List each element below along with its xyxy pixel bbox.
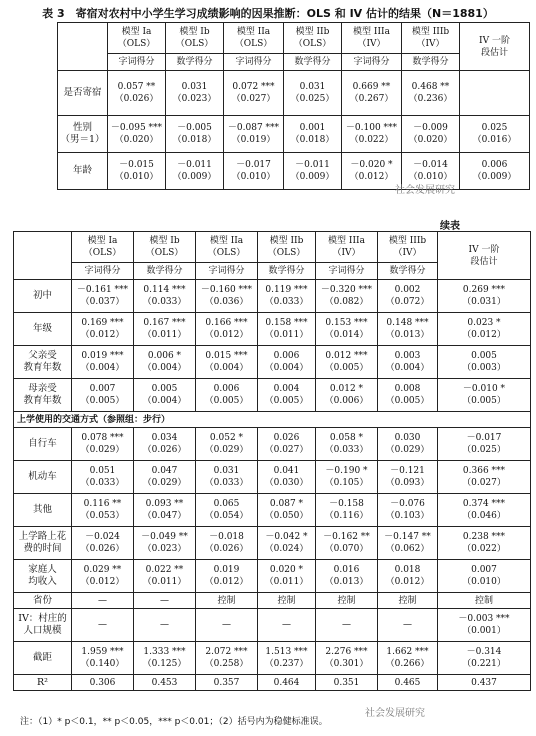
coefficient-cell: －0.314 （0.221） xyxy=(438,642,531,675)
coefficient-cell: 0.019 *** （0.004） xyxy=(72,346,134,379)
coefficient-cell: 0.078 *** （0.029） xyxy=(72,428,134,461)
results-table-part1 xyxy=(57,22,530,190)
value-cell: 0.306 xyxy=(72,675,134,691)
coefficient-cell: 0.374 *** （0.046） xyxy=(438,494,531,527)
header-row xyxy=(58,23,530,54)
row-label: 家庭人 均收入 xyxy=(14,560,72,593)
coefficient-cell: 0.047 （0.029） xyxy=(134,461,196,494)
column-header: IV 一阶 段估计 xyxy=(460,23,530,71)
dependent-variable-header: 字词得分 xyxy=(342,54,402,71)
value-cell: — xyxy=(378,609,438,642)
coefficient-cell: －0.024 （0.026） xyxy=(72,527,134,560)
coefficient-cell: －0.095 *** （0.020） xyxy=(108,116,166,153)
coefficient-cell: －0.020 * （0.012） xyxy=(342,153,402,190)
row-label: 年级 xyxy=(14,313,72,346)
coefficient-cell: 2.072 *** （0.258） xyxy=(196,642,258,675)
coefficient-cell: 0.023 * （0.012） xyxy=(438,313,531,346)
value-cell: 0.351 xyxy=(316,675,378,691)
value-cell: — xyxy=(134,593,196,609)
coefficient-cell: 0.116 ** （0.053） xyxy=(72,494,134,527)
section-row xyxy=(14,412,531,428)
coefficient-cell: －0.011 （0.009） xyxy=(166,153,224,190)
row-label: 是否寄宿 xyxy=(58,71,108,116)
coefficient-cell: －0.005 （0.018） xyxy=(166,116,224,153)
value-cell: 0.465 xyxy=(378,675,438,691)
table-row xyxy=(58,116,530,153)
coefficient-cell: 0.057 ** （0.026） xyxy=(108,71,166,116)
value-cell: 0.357 xyxy=(196,675,258,691)
header-row-dv xyxy=(58,54,530,71)
coefficient-cell: 0.468 ** （0.236） xyxy=(402,71,460,116)
coefficient-cell: 0.269 *** （0.031） xyxy=(438,280,531,313)
coefficient-cell: 0.025 （0.016） xyxy=(460,116,530,153)
column-header: 模型 IIb （OLS） xyxy=(258,232,316,263)
coefficient-cell: －0.158 （0.116） xyxy=(316,494,378,527)
value-cell: －0.003 *** （0.001） xyxy=(438,609,531,642)
column-header: 模型 IIa （OLS） xyxy=(224,23,284,54)
row-label: 其他 xyxy=(14,494,72,527)
coefficient-cell: －0.017 （0.010） xyxy=(224,153,284,190)
coefficient-cell: 0.087 * （0.050） xyxy=(258,494,316,527)
coefficient-cell: 0.238 *** （0.022） xyxy=(438,527,531,560)
column-header: 模型 IIIa （IV） xyxy=(342,23,402,54)
row-label: 性别 （男＝1） xyxy=(58,116,108,153)
section-label: 上学使用的交通方式（参照组：步行） xyxy=(14,412,531,428)
coefficient-cell: 0.031 （0.025） xyxy=(284,71,342,116)
row-label: 上学路上花 费的时间 xyxy=(14,527,72,560)
row-label: 自行车 xyxy=(14,428,72,461)
column-header: 模型 Ia （OLS） xyxy=(108,23,166,54)
dependent-variable-header: 字词得分 xyxy=(316,263,378,280)
column-header: 模型 Ib （OLS） xyxy=(134,232,196,263)
coefficient-cell: 1.513 *** （0.237） xyxy=(258,642,316,675)
coefficient-cell: 0.019 （0.012） xyxy=(196,560,258,593)
header-stub xyxy=(14,232,72,280)
coefficient-cell: －0.009 （0.020） xyxy=(402,116,460,153)
coefficient-cell: 0.006 （0.004） xyxy=(258,346,316,379)
coefficient-cell: 0.072 *** （0.027） xyxy=(224,71,284,116)
coefficient-cell: 0.015 *** （0.004） xyxy=(196,346,258,379)
table-note: 注：（1）* p＜0.1，** p＜0.05，*** p＜0.01；（2）括号内为稳健标准误。 xyxy=(20,717,328,727)
header-row xyxy=(14,232,531,263)
table-row xyxy=(14,379,531,412)
row-label: 初中 xyxy=(14,280,72,313)
column-header: 模型 IIb （OLS） xyxy=(284,23,342,54)
coefficient-cell: －0.042 * （0.024） xyxy=(258,527,316,560)
coefficient-cell: 0.158 *** （0.011） xyxy=(258,313,316,346)
value-cell: — xyxy=(258,609,316,642)
value-cell: 控制 xyxy=(258,593,316,609)
table-title: 表 3 寄宿对农村中小学生学习成绩影响的因果推断：OLS 和 IV 估计的结果（N＝1881） xyxy=(42,7,494,20)
coefficient-cell: 0.169 *** （0.012） xyxy=(72,313,134,346)
dependent-variable-header: 数学得分 xyxy=(284,54,342,71)
coefficient-cell: －0.190 * （0.105） xyxy=(316,461,378,494)
watermark: 社会发展研究 xyxy=(365,708,425,719)
coefficient-cell: －0.017 （0.025） xyxy=(438,428,531,461)
coefficient-cell: 1.959 *** （0.140） xyxy=(72,642,134,675)
coefficient-cell: 0.026 （0.027） xyxy=(258,428,316,461)
dependent-variable-header: 字词得分 xyxy=(108,54,166,71)
value-cell: 控制 xyxy=(316,593,378,609)
coefficient-cell: 0.366 *** （0.027） xyxy=(438,461,531,494)
coefficient-cell: －0.161 *** （0.037） xyxy=(72,280,134,313)
coefficient-cell: 0.018 （0.012） xyxy=(378,560,438,593)
dependent-variable-header: 数学得分 xyxy=(258,263,316,280)
column-header: 模型 IIa （OLS） xyxy=(196,232,258,263)
coefficient-cell: －0.010 * （0.005） xyxy=(438,379,531,412)
coefficient-cell: 0.093 ** （0.047） xyxy=(134,494,196,527)
row-label: 父亲受 教育年数 xyxy=(14,346,72,379)
coefficient-cell: 0.051 （0.033） xyxy=(72,461,134,494)
coefficient-cell: －0.076 （0.103） xyxy=(378,494,438,527)
table-row xyxy=(14,560,531,593)
value-cell: 控制 xyxy=(438,593,531,609)
dependent-variable-header: 数学得分 xyxy=(402,54,460,71)
coefficient-cell: －0.018 （0.026） xyxy=(196,527,258,560)
table-row xyxy=(14,593,531,609)
coefficient-cell: 0.114 *** （0.033） xyxy=(134,280,196,313)
coefficient-cell: －0.121 （0.093） xyxy=(378,461,438,494)
coefficient-cell: 0.041 （0.030） xyxy=(258,461,316,494)
coefficient-cell: 0.002 （0.072） xyxy=(378,280,438,313)
row-label: R² xyxy=(14,675,72,691)
coefficient-cell: 0.006 （0.009） xyxy=(460,153,530,190)
value-cell: — xyxy=(72,609,134,642)
table-row xyxy=(14,346,531,379)
header-stub xyxy=(58,23,108,71)
table-row xyxy=(14,280,531,313)
row-label: 母亲受 教育年数 xyxy=(14,379,72,412)
row-label: 省份 xyxy=(14,593,72,609)
coefficient-cell: 0.052 * （0.029） xyxy=(196,428,258,461)
coefficient-cell: －0.100 *** （0.022） xyxy=(342,116,402,153)
column-header: 模型 IIIb （IV） xyxy=(402,23,460,54)
coefficient-cell: －0.087 *** （0.019） xyxy=(224,116,284,153)
coefficient-cell: 0.005 （0.003） xyxy=(438,346,531,379)
dependent-variable-header: 字词得分 xyxy=(224,54,284,71)
coefficient-cell: －0.015 （0.010） xyxy=(108,153,166,190)
coefficient-cell: 0.119 *** （0.033） xyxy=(258,280,316,313)
value-cell: 0.464 xyxy=(258,675,316,691)
row-label: 年龄 xyxy=(58,153,108,190)
coefficient-cell: －0.014 （0.010） xyxy=(402,153,460,190)
row-label: 机动车 xyxy=(14,461,72,494)
coefficient-cell: 0.058 * （0.033） xyxy=(316,428,378,461)
column-header: IV 一阶 段估计 xyxy=(438,232,531,280)
coefficient-cell: 0.007 （0.005） xyxy=(72,379,134,412)
dependent-variable-header: 数学得分 xyxy=(166,54,224,71)
coefficient-cell: 0.004 （0.005） xyxy=(258,379,316,412)
value-cell: 0.453 xyxy=(134,675,196,691)
dependent-variable-header: 数学得分 xyxy=(134,263,196,280)
coefficient-cell: 0.167 *** （0.011） xyxy=(134,313,196,346)
table-row xyxy=(14,642,531,675)
coefficient-cell: 0.007 （0.010） xyxy=(438,560,531,593)
coefficient-cell: 0.669 ** （0.267） xyxy=(342,71,402,116)
coefficient-cell: 1.662 *** （0.266） xyxy=(378,642,438,675)
table-row xyxy=(14,313,531,346)
column-header: 模型 IIIa （IV） xyxy=(316,232,378,263)
coefficient-cell: 0.030 （0.029） xyxy=(378,428,438,461)
coefficient-cell: －0.147 ** （0.062） xyxy=(378,527,438,560)
continued-label: 续表 xyxy=(440,221,460,232)
table-row xyxy=(14,461,531,494)
coefficient-cell: －0.049 ** （0.023） xyxy=(134,527,196,560)
coefficient-cell: 0.148 *** （0.013） xyxy=(378,313,438,346)
coefficient-cell: 0.031 （0.033） xyxy=(196,461,258,494)
dependent-variable-header: 字词得分 xyxy=(196,263,258,280)
coefficient-cell: 0.065 （0.054） xyxy=(196,494,258,527)
coefficient-cell: 0.003 （0.004） xyxy=(378,346,438,379)
table-row xyxy=(14,428,531,461)
table-row xyxy=(58,71,530,116)
value-cell: — xyxy=(72,593,134,609)
column-header: 模型 IIIb （IV） xyxy=(378,232,438,263)
coefficient-cell: 0.006 * （0.004） xyxy=(134,346,196,379)
coefficient-cell: －0.011 （0.009） xyxy=(284,153,342,190)
coefficient-cell: 0.029 ** （0.012） xyxy=(72,560,134,593)
table-row xyxy=(14,609,531,642)
table-row xyxy=(14,494,531,527)
coefficient-cell: 0.031 （0.023） xyxy=(166,71,224,116)
coefficient-cell xyxy=(460,71,530,116)
coefficient-cell: 2.276 *** （0.301） xyxy=(316,642,378,675)
coefficient-cell: 0.008 （0.005） xyxy=(378,379,438,412)
table-row xyxy=(14,527,531,560)
coefficient-cell: 0.034 （0.026） xyxy=(134,428,196,461)
value-cell: — xyxy=(196,609,258,642)
table-row xyxy=(58,153,530,190)
coefficient-cell: 0.020 * （0.011） xyxy=(258,560,316,593)
value-cell: — xyxy=(316,609,378,642)
coefficient-cell: 0.001 （0.018） xyxy=(284,116,342,153)
dependent-variable-header: 数学得分 xyxy=(378,263,438,280)
coefficient-cell: 0.012 *** （0.005） xyxy=(316,346,378,379)
value-cell: — xyxy=(134,609,196,642)
results-table-part2 xyxy=(13,231,531,691)
coefficient-cell: 0.005 （0.004） xyxy=(134,379,196,412)
coefficient-cell: －0.162 ** （0.070） xyxy=(316,527,378,560)
dependent-variable-header: 字词得分 xyxy=(72,263,134,280)
coefficient-cell: 0.006 （0.005） xyxy=(196,379,258,412)
coefficient-cell: 0.166 *** （0.012） xyxy=(196,313,258,346)
coefficient-cell: －0.160 *** （0.036） xyxy=(196,280,258,313)
coefficient-cell: 0.016 （0.013） xyxy=(316,560,378,593)
watermark: 社会发展研究 xyxy=(395,185,455,196)
value-cell: 0.437 xyxy=(438,675,531,691)
coefficient-cell: 0.153 *** （0.014） xyxy=(316,313,378,346)
coefficient-cell: 1.333 *** （0.125） xyxy=(134,642,196,675)
value-cell: 控制 xyxy=(378,593,438,609)
coefficient-cell: 0.022 ** （0.011） xyxy=(134,560,196,593)
coefficient-cell: 0.012 * （0.006） xyxy=(316,379,378,412)
table-row xyxy=(14,675,531,691)
column-header: 模型 Ib （OLS） xyxy=(166,23,224,54)
coefficient-cell: －0.320 *** （0.082） xyxy=(316,280,378,313)
row-label: IV：村庄的 人口规模 xyxy=(14,609,72,642)
value-cell: 控制 xyxy=(196,593,258,609)
column-header: 模型 Ia （OLS） xyxy=(72,232,134,263)
row-label: 截距 xyxy=(14,642,72,675)
